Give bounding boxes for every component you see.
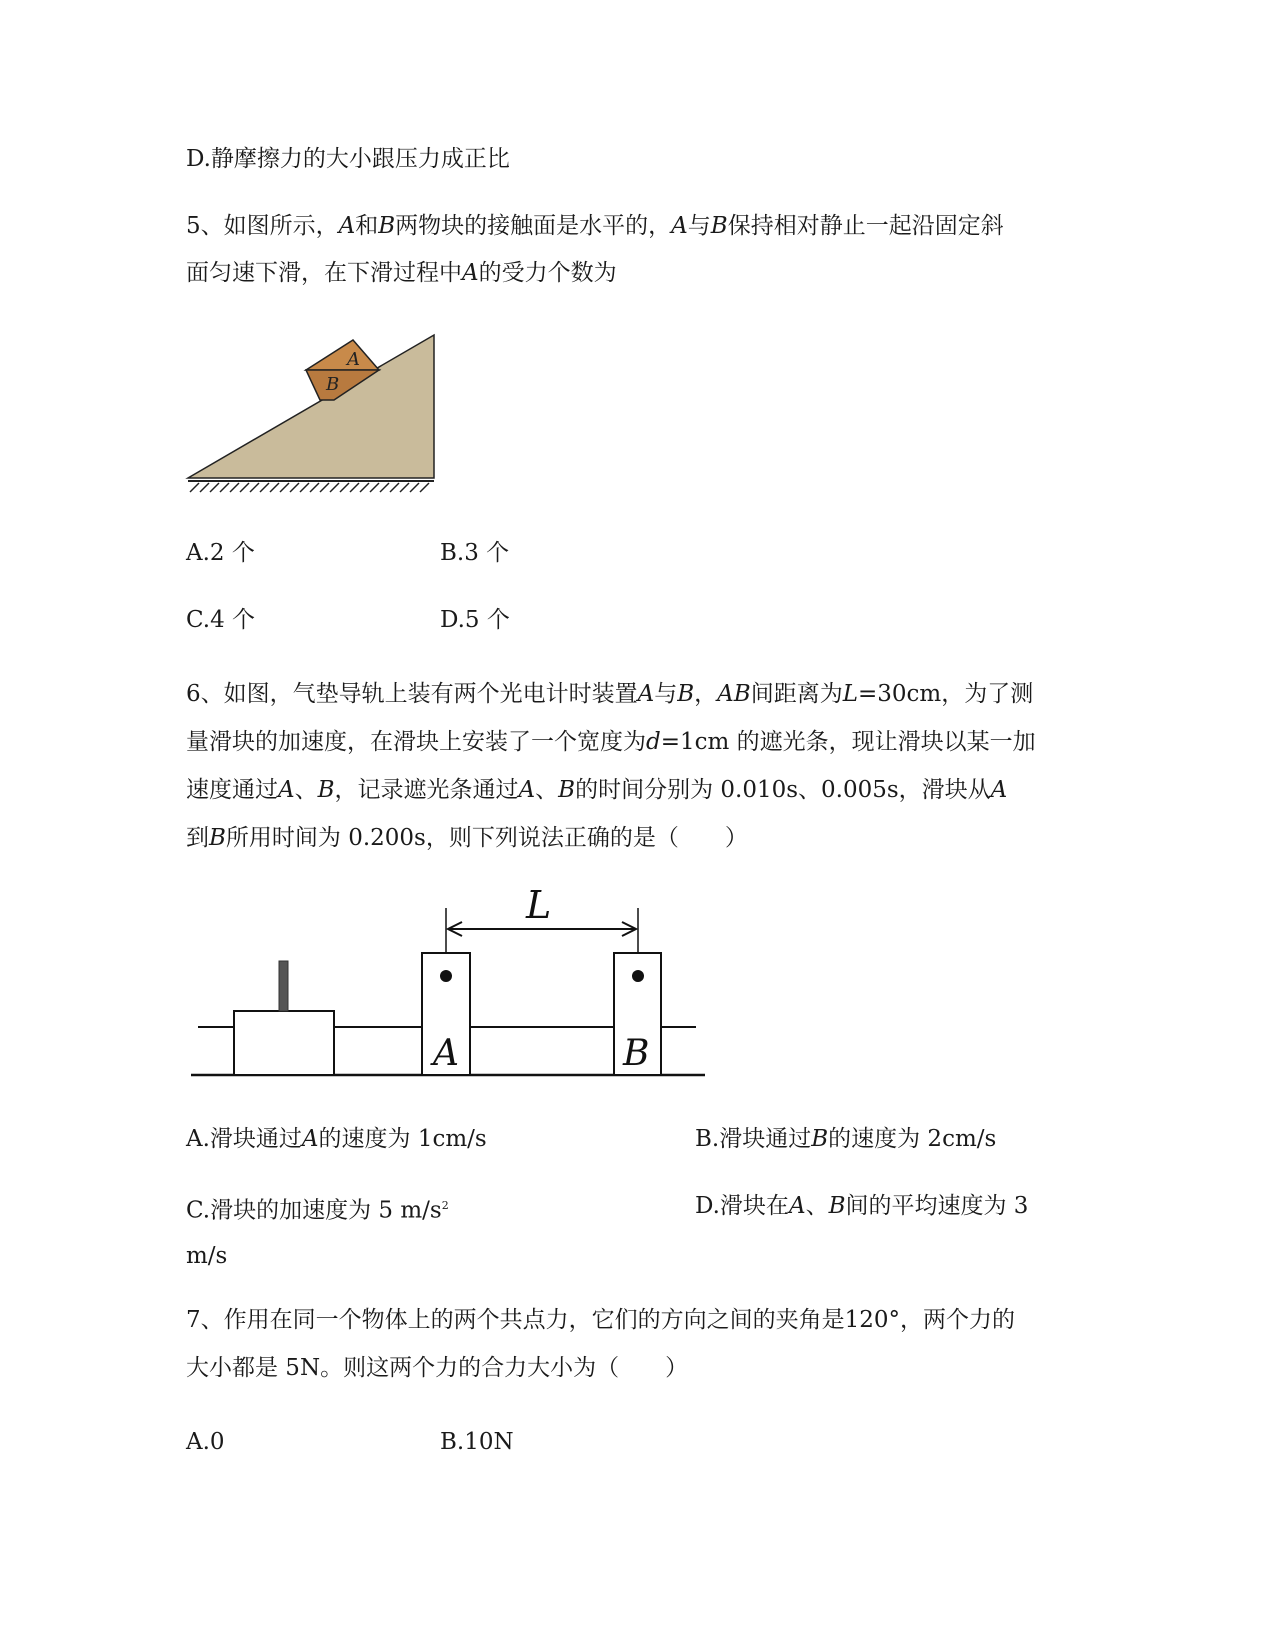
light-shield-strip — [279, 961, 288, 1011]
gate-b-sensor — [632, 970, 644, 982]
q7-option-a: A.0 — [186, 1429, 225, 1455]
block-b-label: B — [326, 374, 340, 395]
q6-option-c: C.滑块的加速度为 5 $m/s^2$ — [186, 1197, 449, 1224]
q5-option-a: A.2 个 — [186, 540, 255, 566]
q7-stem-line1: 7、作用在同一个物体上的两个共点力，它们的方向之间的夹角是120°，两个力的 — [186, 1307, 1016, 1333]
q5-option-b: B.3 个 — [440, 540, 510, 566]
q5-option-d: D.5 个 — [440, 607, 510, 633]
distance-label-l: L — [526, 883, 552, 927]
q6-option-d: D.滑块在A、B间的平均速度为 3 — [695, 1193, 1029, 1219]
q5-stem-line1: 5、如图所示，A和B两物块的接触面是水平的，A与B保持相对静止一起沿固定斜 — [186, 213, 1004, 239]
q5-incline-figure — [188, 335, 434, 492]
q6-option-b: B.滑块通过B的速度为 2cm/s — [695, 1126, 997, 1152]
gate-a-sensor — [440, 970, 452, 982]
gate-a-label: A — [433, 1033, 459, 1074]
q5-option-c: C.4 个 — [186, 607, 256, 633]
q6-stem-line3: 速度通过A、B，记录遮光条通过A、B的时间分别为 0.010s、0.005s，滑块从A — [186, 777, 1008, 803]
block-a — [306, 340, 379, 370]
q6-option-d-wrap: m/s — [186, 1243, 228, 1269]
ground-hatch — [190, 483, 429, 492]
q7-option-b: B.10N — [440, 1429, 514, 1455]
gate-b-label: B — [623, 1033, 650, 1074]
q6-stem-line4: 到B所用时间为 0.200s，则下列说法正确的是（ ） — [186, 825, 748, 851]
q6-stem-line1: 6、如图，气垫导轨上装有两个光电计时装置A与B，AB间距离为L=30cm，为了测 — [186, 681, 1034, 707]
q6-air-track-figure — [191, 883, 705, 1075]
q6-stem-line2: 量滑块的加速度，在滑块上安装了一个宽度为d=1cm 的遮光条，现让滑块以某一加 — [186, 729, 1036, 755]
q4-option-d: D.静摩擦力的大小跟压力成正比 — [186, 146, 510, 172]
q7-stem-line2: 大小都是 5N。则这两个力的合力大小为（ ） — [186, 1355, 689, 1381]
q6-option-a: A.滑块通过A的速度为 1cm/s — [186, 1126, 487, 1152]
slider-block — [234, 1011, 334, 1075]
q5-stem-line2: 面匀速下滑，在下滑过程中A的受力个数为 — [186, 260, 617, 286]
block-a-label: A — [347, 349, 360, 370]
incline-wedge — [188, 335, 434, 478]
